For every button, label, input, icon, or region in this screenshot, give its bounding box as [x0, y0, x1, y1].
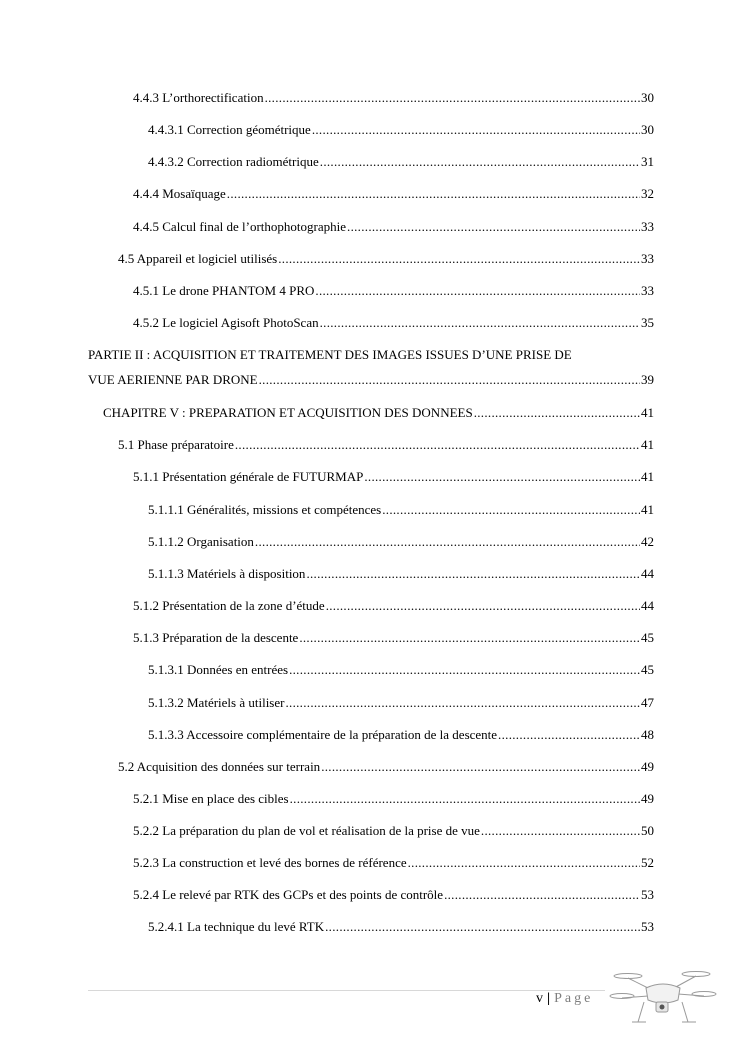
toc-entry[interactable] [133, 186, 654, 202]
leader-dots [312, 122, 640, 138]
toc-label: 5.2.4.1 La technique du levé RTK [148, 919, 325, 934]
toc-entry[interactable] [133, 315, 654, 331]
leader-dots [289, 662, 640, 678]
leader-dots [382, 502, 640, 518]
toc-entry[interactable] [133, 90, 654, 106]
toc-entry[interactable] [148, 154, 654, 170]
footer-page-label [536, 991, 593, 1007]
leader-dots [265, 90, 640, 106]
toc-entry[interactable] [88, 372, 654, 388]
toc-label: PARTIE II : ACQUISITION ET TRAITEMENT DES IMAGES ISSUES D’UNE PRISE DE [88, 347, 572, 362]
toc-entry[interactable] [118, 759, 654, 775]
drone-icon [608, 966, 718, 1028]
toc-label: VUE AERIENNE PAR DRONE [88, 372, 258, 387]
leader-dots [498, 727, 640, 743]
toc-entry[interactable] [118, 251, 654, 267]
toc-entry[interactable] [118, 437, 654, 453]
toc-page: 42 [641, 534, 654, 549]
toc-label: 5.1 Phase préparatoire [118, 437, 234, 452]
leader-dots [306, 566, 640, 582]
toc-entry[interactable] [133, 630, 654, 646]
toc-part-heading[interactable] [88, 347, 572, 363]
toc-label: 4.4.5 Calcul final de l’orthophotographie [133, 219, 347, 234]
toc-page: 53 [641, 919, 654, 934]
toc-entry[interactable] [148, 695, 654, 711]
leader-dots [255, 534, 640, 550]
toc-page: 41 [641, 437, 654, 452]
toc-label: 5.2.3 La construction et levé des bornes de référence [133, 855, 407, 870]
toc-page: 41 [641, 502, 654, 517]
toc-entry[interactable] [133, 887, 654, 903]
toc-label: 5.2.1 Mise en place des cibles [133, 791, 289, 806]
leader-dots [320, 315, 640, 331]
toc-entry[interactable] [133, 469, 654, 485]
toc-label: 5.2.4 Le relevé par RTK des GCPs et des points de contrôle [133, 887, 444, 902]
toc-label: 5.1.1.2 Organisation [148, 534, 254, 549]
toc-label: 4.5.1 Le drone PHANTOM 4 PRO [133, 283, 315, 298]
toc-entry[interactable] [148, 534, 654, 550]
toc-label: 5.1.1.3 Matériels à disposition [148, 566, 306, 581]
leader-dots [290, 791, 640, 807]
toc-label: 4.5 Appareil et logiciel utilisés [118, 251, 278, 266]
leader-dots [278, 251, 640, 267]
toc-entry[interactable] [133, 823, 654, 839]
leader-dots [299, 630, 640, 646]
toc-entry[interactable] [133, 598, 654, 614]
toc-page: 50 [641, 823, 654, 838]
toc-page: 48 [641, 727, 654, 742]
toc-label: 5.1.3.3 Accessoire complémentaire de la préparation de la descente [148, 727, 498, 742]
page-word: Page [554, 991, 594, 1006]
toc-page: 44 [641, 566, 654, 581]
leader-dots [481, 823, 640, 839]
toc-page: 39 [641, 372, 654, 387]
toc-entry[interactable] [133, 283, 654, 299]
toc-page: 33 [641, 219, 654, 234]
toc-entry[interactable] [148, 122, 654, 138]
toc-page: 47 [641, 695, 654, 710]
leader-dots [474, 405, 640, 421]
toc-page: 35 [641, 315, 654, 330]
leader-dots [235, 437, 640, 453]
toc-entry[interactable] [148, 566, 654, 582]
toc-page: 49 [641, 791, 654, 806]
toc-page: 41 [641, 405, 654, 420]
leader-dots [444, 887, 640, 903]
toc-entry[interactable] [133, 791, 654, 807]
leader-dots [325, 919, 640, 935]
leader-dots [347, 219, 640, 235]
toc-page: 44 [641, 598, 654, 613]
toc-page: 52 [641, 855, 654, 870]
toc-label: 5.1.1.1 Généralités, missions et compétences [148, 502, 382, 517]
toc-label: 4.4.3.2 Correction radiométrique [148, 154, 319, 169]
toc-page: 45 [641, 630, 654, 645]
toc-label: 4.4.3.1 Correction géométrique [148, 122, 311, 137]
toc-page: 31 [641, 154, 654, 169]
toc-entry[interactable] [148, 727, 654, 743]
toc-label: 5.1.1 Présentation générale de FUTURMAP [133, 469, 364, 484]
toc-page: 33 [641, 251, 654, 266]
toc-label: 5.2.2 La préparation du plan de vol et réalisation de la prise de vue [133, 823, 480, 838]
toc-entry[interactable] [133, 219, 654, 235]
leader-dots [326, 598, 640, 614]
leader-dots [364, 469, 640, 485]
page-number: v [536, 991, 543, 1006]
toc-page: 45 [641, 662, 654, 677]
leader-dots [320, 154, 640, 170]
toc-label: CHAPITRE V : PREPARATION ET ACQUISITION DES DONNEES [103, 405, 473, 420]
toc-label: 4.4.3 L’orthorectification [133, 90, 264, 105]
toc-entry[interactable] [148, 919, 654, 935]
toc-label: 5.2 Acquisition des données sur terrain [118, 759, 321, 774]
leader-dots [227, 186, 640, 202]
toc-page: 30 [641, 90, 654, 105]
toc-label: 4.5.2 Le logiciel Agisoft PhotoScan [133, 315, 319, 330]
toc-label: 5.1.2 Présentation de la zone d’étude [133, 598, 325, 613]
toc-entry[interactable] [148, 662, 654, 678]
toc-page: 32 [641, 186, 654, 201]
leader-dots [259, 372, 640, 388]
toc-page: 49 [641, 759, 654, 774]
leader-dots [315, 283, 640, 299]
toc-entry[interactable] [103, 405, 654, 421]
toc-label: 4.4.4 Mosaïquage [133, 186, 226, 201]
toc-label: 5.1.3.1 Données en entrées [148, 662, 289, 677]
toc-page: 41 [641, 469, 654, 484]
leader-dots [321, 759, 640, 775]
leader-dots [408, 855, 640, 871]
toc-label: 5.1.3 Préparation de la descente [133, 630, 299, 645]
toc-page: 53 [641, 887, 654, 902]
toc-entry[interactable] [133, 855, 654, 871]
toc-page: 30 [641, 122, 654, 137]
page-separator: | [547, 991, 551, 1006]
toc-page: 33 [641, 283, 654, 298]
leader-dots [285, 695, 640, 711]
toc-label: 5.1.3.2 Matériels à utiliser [148, 695, 285, 710]
footer-divider [88, 990, 605, 991]
toc-entry[interactable] [148, 502, 654, 518]
